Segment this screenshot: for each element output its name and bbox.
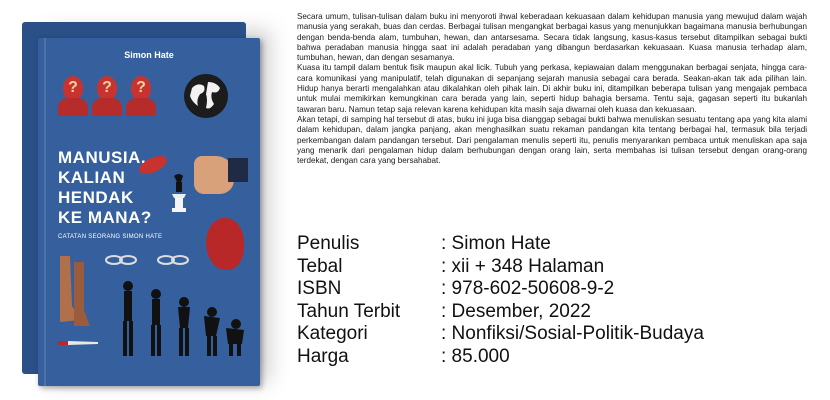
- spec-row-category: [297, 323, 817, 346]
- description-paragraph: Akan tetapi, di samping hal tersebut di atas, buku ini juga bisa dianggap sebagai bukti bahwa menuliskan sesuatu tentang apa yang kita alami dalam kehidupan, dalam jangka panjang, akan menghasilkan suatu rekaman pandangan kita tentang berbagai hal, termasuk bila terjadi perkembangan dalam pandangan tersebut. Dari pengalaman menulis seperti itu, penulis menyarankan pembaca untuk menuliskan apa saja yang menarik dari pengalaman hidup dalam berhubungan dengan orang lain, serta membahas isi tulisan tersebut dengan orang-orang terdekat, dengan cara yang bersahabat.: [297, 114, 807, 166]
- feet-icon: [56, 256, 90, 328]
- cover-heads-illustration: [58, 76, 156, 116]
- spec-value: : Simon Hate: [441, 233, 551, 255]
- ear-icon: [206, 218, 244, 270]
- spec-row-year: [297, 301, 817, 324]
- cover-author: Simon Hate: [124, 50, 174, 60]
- spec-label: Kategori: [297, 323, 368, 345]
- spec-label: Harga: [297, 345, 349, 367]
- spec-value: : xii + 348 Halaman: [441, 255, 605, 277]
- head-icon: ?: [126, 76, 156, 116]
- book-specs: [297, 233, 817, 368]
- broken-chain-icon: [104, 253, 194, 267]
- globe-icon: [184, 74, 228, 118]
- evolution-icon: [108, 278, 248, 358]
- spec-value: : 85.000: [441, 345, 510, 367]
- book-cover-image[interactable]: [38, 38, 260, 386]
- head-icon: ?: [92, 76, 122, 116]
- spec-row-price: [297, 346, 817, 369]
- cover-subtitle: CATATAN SEORANG SIMON HATE: [58, 234, 163, 240]
- knife-icon: [58, 340, 98, 346]
- book-description: [297, 12, 807, 166]
- spec-label: ISBN: [297, 278, 342, 300]
- spec-row-pages: [297, 256, 817, 279]
- spec-label: Tebal: [297, 255, 343, 277]
- spec-value: : 978-602-50608-9-2: [441, 278, 615, 300]
- spec-label: Tahun Terbit: [297, 300, 401, 322]
- description-paragraph: Secara umum, tulisan-tulisan dalam buku ini menyoroti ihwal keberadaan kekuasaan dalam kehidupan manusia yang mewujud dalam wajah manusia yang serakah, buas dan cerdas. Berbagai tulisan mengangkat berbagai kasus yang menunjukkan bagaimana manusia berhubungan dengan benda-benda alam, tumbuhan, hewan, dan antarsesama. Secara tidak langsung, kasus-kasus tersebut ditampilkan sebagai bukti bahwa peradaban manusia hingga saat ini adalah peradaban yang dibangun berdasarkan kekuasaan. Kuasa manusia terhadap alam, tumbuhan, hewan, dan dengan sesamanya.: [297, 12, 807, 63]
- spec-row-author: [297, 233, 817, 256]
- spec-label: Penulis: [297, 233, 360, 255]
- sleeve-cuff: [228, 158, 248, 182]
- description-paragraph: Kuasa itu tampil dalam bentuk fisik maupun akal licik. Tubuh yang perkasa, kepiawaian dalam menggunakan berbagai senjata, hingga cara-cara komunikasi yang manipulatif, telah digunakan di sepanjang sejarah manusia sebagai cara berada. Seakan-akan tak ada pilihan lain. Hidup hanya berarti mengalahkan atau dikalahkan oleh pihak lain. Di akhir buku ini, ditampilkan beberapa tulisan yang mengajak pembaca untuk mulai memikirkan kemungkinan cara berada yang lain, seperti hidup bahagia bersama. Tentu saja, gagasan seperti itu bukanlah tawaran baru. Namun tetap saja relevan karena kehidupan kita masih saja diwarnai oleh kuasa dan kekuasaan.: [297, 63, 807, 114]
- chess-piece-icon: [170, 172, 188, 212]
- head-icon: ?: [58, 76, 88, 116]
- spine-line: [44, 38, 46, 386]
- spec-value: : Desember, 2022: [441, 300, 591, 322]
- spec-value: : Nonfiksi/Sosial-Politik-Budaya: [441, 323, 704, 345]
- spec-row-isbn: [297, 278, 817, 301]
- cover-title: MANUSIA, KALIAN HENDAK KE MANA?: [58, 148, 152, 227]
